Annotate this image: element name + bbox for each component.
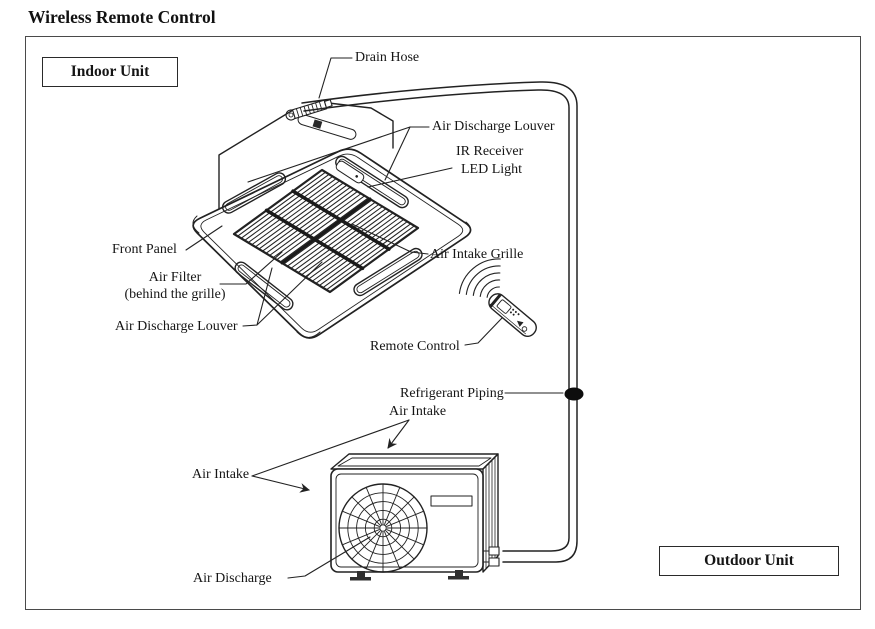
- label-remote-control: Remote Control: [370, 339, 460, 354]
- label-air-intake-side: Air Intake: [192, 467, 250, 482]
- label-refrigerant-piping: Refrigerant Piping: [400, 386, 504, 401]
- label-air-discharge-louver-bottom: Air Discharge Louver: [115, 319, 238, 334]
- label-air-intake-grille: Air Intake Grille: [430, 247, 524, 262]
- outdoor-unit-label: Outdoor Unit: [704, 552, 794, 569]
- label-air-filter: Air Filter (behind the grille): [124, 270, 226, 302]
- label-ir-receiver: IR Receiver: [456, 144, 524, 159]
- indoor-unit-label: Indoor Unit: [70, 63, 150, 80]
- indoor-unit-label-box: [42, 57, 178, 87]
- label-drain-hose: Drain Hose: [355, 50, 420, 65]
- label-air-intake-top: Air Intake: [389, 404, 447, 419]
- page-title: Wireless Remote Control: [28, 7, 216, 27]
- label-air-discharge: Air Discharge: [193, 571, 272, 586]
- label-led-light: LED Light: [461, 162, 523, 177]
- label-front-panel: Front Panel: [112, 242, 177, 257]
- outdoor-unit-label-box: [659, 546, 839, 576]
- label-air-discharge-louver-top: Air Discharge Louver: [432, 119, 555, 134]
